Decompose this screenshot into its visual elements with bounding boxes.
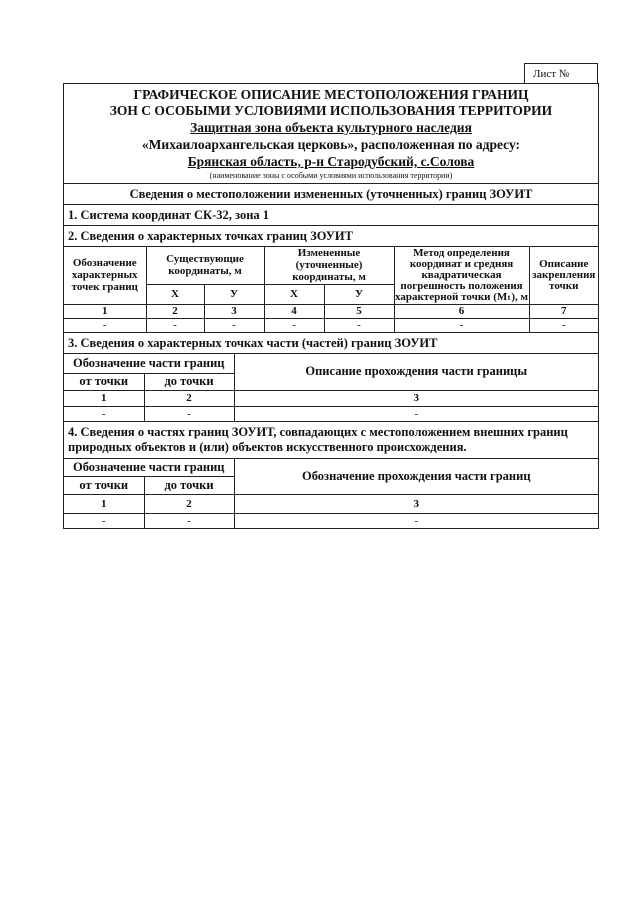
col-number: 1 (64, 494, 144, 513)
sheet-number-label: Лист № (533, 68, 570, 80)
section-4-title: 4. Сведения о частях границ ЗОУИТ, совпадающих с местоположением внешних границ природных объектов и (или) объектов искусственного происхождения. (64, 422, 599, 459)
col-changed-header: Измененные (уточненные) координаты, м (264, 247, 394, 284)
points-table (64, 247, 598, 332)
section-3-title: 3. Сведения о характерных точках части (частей) границ ЗОУИТ (64, 333, 599, 354)
col-number: 1 (64, 304, 146, 318)
coordinate-system: 1. Система координат СК-32, зона 1 (64, 205, 599, 226)
col-changed-y: У (324, 284, 394, 304)
form-header (64, 84, 599, 184)
table-cell: - (144, 406, 234, 421)
col-existing-y: У (204, 284, 264, 304)
table-cell: - (529, 318, 598, 332)
zone-name: Защитная зона объекта культурного наследия (190, 120, 472, 135)
col-to-header: до точки (144, 373, 234, 390)
table-cell: - (324, 318, 394, 332)
col-number: 1 (64, 390, 144, 406)
section-4-table-cell (64, 459, 599, 529)
col-number: 4 (264, 304, 324, 318)
col-number: 7 (529, 304, 598, 318)
col-desc-header: Обозначение прохождения части границ (234, 459, 598, 494)
col-desc-header: Описание прохождения части границы (234, 354, 598, 390)
natural-objects-table (64, 459, 598, 528)
col-number: 2 (144, 494, 234, 513)
col-from-header: от точки (64, 373, 144, 390)
title-line-1: ГРАФИЧЕСКОЕ ОПИСАНИЕ МЕСТОПОЛОЖЕНИЯ ГРАНИЦ (133, 87, 529, 102)
col-to-header: до точки (144, 476, 234, 494)
col-fix-header: Описание закрепления точки (529, 247, 598, 304)
col-method-header: Метод определения координат и средняя квадратическая погрешность положения характерной точки (Мₜ), м (395, 246, 529, 303)
table-cell: - (144, 513, 234, 528)
col-number: 2 (146, 304, 204, 318)
table-cell: - (264, 318, 324, 332)
col-existing-x: X (146, 284, 204, 304)
table-cell: - (204, 318, 264, 332)
table-cell: - (234, 406, 598, 421)
col-changed-x: X (264, 284, 324, 304)
col-number: 5 (324, 304, 394, 318)
section-3-table-cell (64, 354, 599, 422)
col-number: 3 (234, 494, 598, 513)
table-cell: - (146, 318, 204, 332)
col-point-header: Обозначение характерных точек границ (64, 247, 146, 304)
table-cell: - (64, 513, 144, 528)
col-number: 6 (394, 304, 529, 318)
object-line: «Михаилоархангельская церковь», расположенная по адресу: (141, 137, 521, 152)
col-number: 3 (234, 390, 598, 406)
table-cell: - (64, 406, 144, 421)
col-number: 3 (204, 304, 264, 318)
parts-table (64, 354, 598, 421)
zone-caption: (наименование зоны с особыми условиями использования территории) (209, 171, 453, 180)
table-cell: - (64, 318, 146, 332)
boundary-description-form (63, 83, 599, 529)
sheet-number-box (524, 63, 598, 83)
table-cell: - (394, 318, 529, 332)
col-part-header: Обозначение части границ (64, 459, 234, 476)
col-from-header: от точки (64, 476, 144, 494)
col-part-header: Обозначение части границ (64, 354, 234, 373)
info-title: Сведения о местоположении измененных (уточненных) границ ЗОУИТ (64, 184, 599, 205)
section-2-title: 2. Сведения о характерных точках границ ЗОУИТ (64, 226, 599, 247)
col-existing-header: Существующие координаты, м (146, 247, 264, 284)
table-cell: - (234, 513, 598, 528)
col-number: 2 (144, 390, 234, 406)
address: Брянская область, р-н Стародубский, с.Солова (187, 154, 475, 169)
title-line-2: ЗОН С ОСОБЫМИ УСЛОВИЯМИ ИСПОЛЬЗОВАНИЯ ТЕРРИТОРИИ (109, 103, 553, 118)
section-2-table-cell (64, 247, 599, 333)
